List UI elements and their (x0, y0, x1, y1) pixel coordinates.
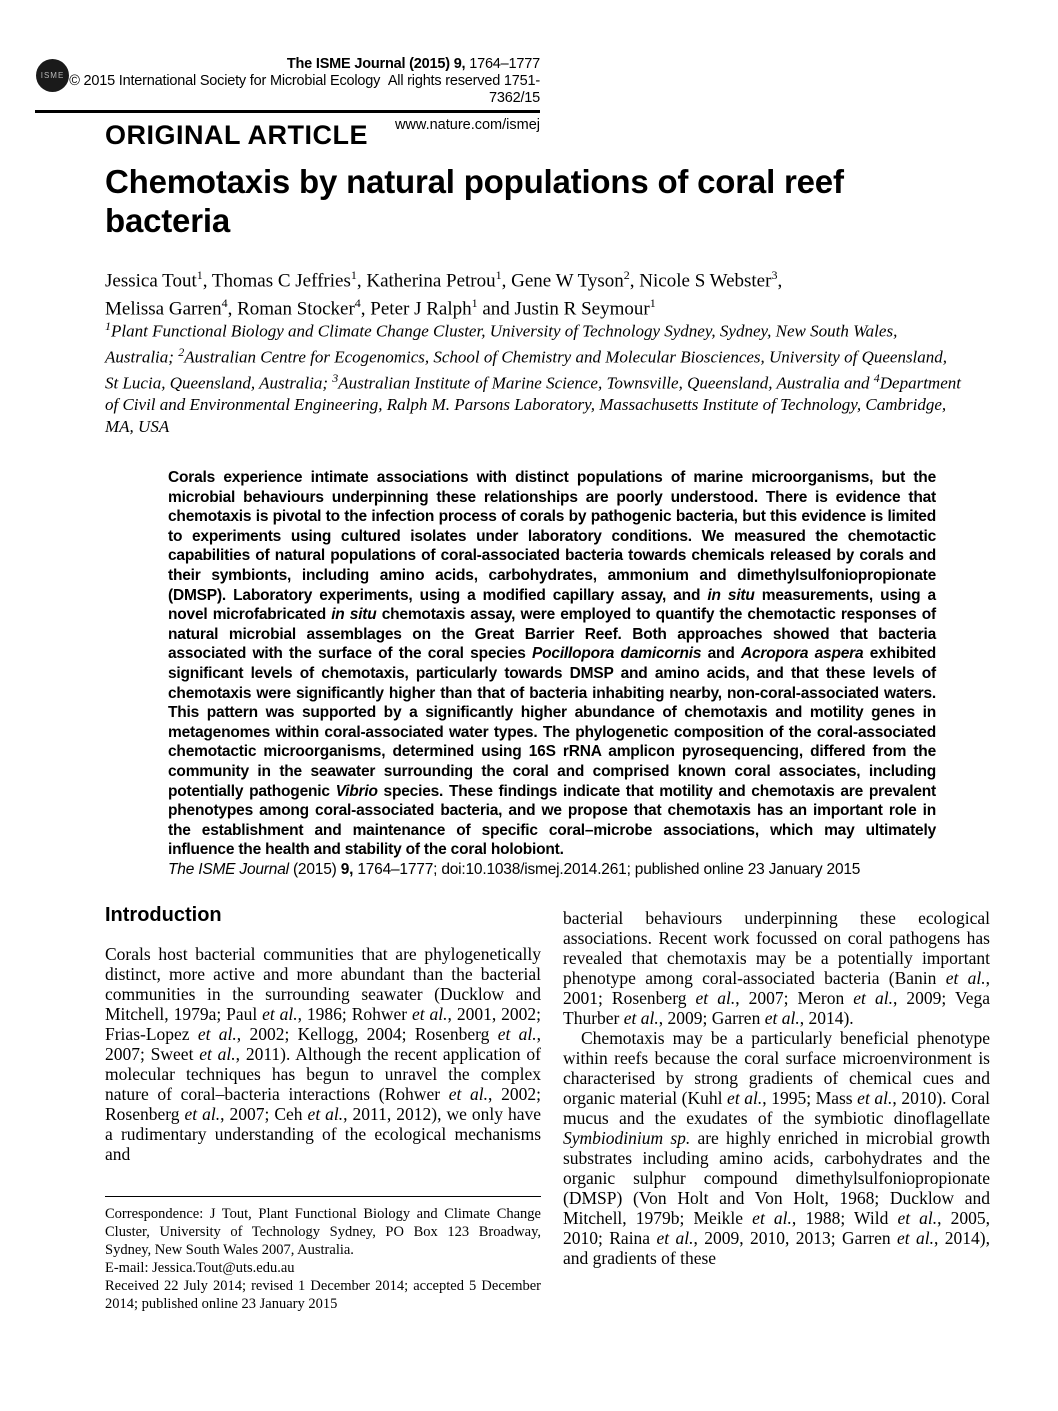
received-dates: Received 22 July 2014; revised 1 December 2014; accepted 5 December 2014; published online 23 January 2015 (105, 1278, 541, 1312)
email-label: E-mail: (105, 1260, 153, 1276)
intro-paragraph: Chemotaxis may be a particularly beneficial phenotype within reefs because the coral surface microenvironment is characterised by strong gradients of chemical cues and organic material (Kuhl et al., 1995; Mass et al., 2010). Coral mucus and the exudates of the symbiotic dinoflagellate Symbiodinium sp. are highly enriched in microbial growth substrates including amino acids, carbohydrates and the organic sulphur compound dimethylsulfoniopropionate (DMSP) (Von Holt and Von Holt, 1968; Ducklow and Mitchell, 1979b; Meikle et al., 1988; Wild et al., 2005, 2010; Raina et al., 2009, 2010, 2013; Garren et al., 2014), and gradients of these (563, 1028, 991, 1268)
journal-copyright: © 2015 International Society for Microbial Ecology All rights reserved 1751-7362/15 (69, 73, 540, 106)
header-rule (35, 110, 540, 113)
email-line (105, 1259, 541, 1277)
journal-citation: The ISME Journal (2015) 9, 1764–1777 (286, 56, 540, 72)
intro-paragraph: Corals host bacterial communities that are phylogenetically distinct, more active and more abundant than the bacterial communities in the surrounding seawater (Ducklow and Mitchell, 1979a; Paul et al., 1986; Rohwer et al., 2001, 2002; Frias-Lopez et al., 2002; Kellogg, 2004; Rosenberg et al., 2007; Sweet et al., 2011). Although the recent application of molecular techniques has begun to unravel the complex nature of coral–bacteria interactions (Rohwer et al., 2002; Rosenberg et al., 2007; Ceh et al., 2011, 2012), we only have a rudimentary understanding of the ecological mechanisms and (105, 944, 541, 1164)
intro-column-right (563, 908, 990, 1268)
article-title: Chemotaxis by natural populations of coral reef bacteria (105, 163, 844, 239)
affiliations: $^1$Plant Functional Biology and Climate Change Cluster, University of Technology Sydney, Sydney, New South Wales, Australia; $^2$Australian Centre for Ecogenomics, School of Chemistry and Molecular Biosciences, University of Queensland, St Lucia, Queensland, Australia; $^3$Australian Institute of Marine Science, Townsville, Queensland, Australia and $^4$Department of Civil and Environmental Engineering, Ralph M. Parsons Laboratory, Massachusetts Institute of Technology, Cambridge, MA, USA (105, 319, 961, 436)
article-type-kicker: ORIGINAL ARTICLE (105, 120, 368, 150)
intro-paragraph: bacterial behaviours underpinning these ecological associations. Recent work focussed on coral pathogens has revealed that chemotaxis may be a potentially important phenotype among coral-associated bacteria (Banin et al., 2001; Rosenberg et al., 2007; Meron et al., 2009; Vega Thurber et al., 2009; Garren et al., 2014). (563, 908, 990, 1028)
correspondence-footnote (105, 1196, 541, 1313)
abstract-citation: The ISME Journal (2015) 9, 1764–1777; doi:10.1038/ismej.2014.261; published online 23 January 2015 (168, 860, 861, 878)
correspondence-note: Correspondence: J Tout, Plant Functional Biology and Climate Change Cluster, University of Technology Sydney, PO Box 123 Broadway, Sydney, New South Wales 2007, Australia. (105, 1206, 541, 1258)
author-list: Jessica Tout$^1$, Thomas C Jeffries$^1$, Katherina Petrou$^1$, Gene W Tyson$^2$, Nicole S Webster$^3$, Melissa Garren$^4$, Roman Stocker$^4$, Peter J Ralph$^1$ and Justin R Seymour$^1$ (105, 268, 783, 320)
abstract (168, 468, 936, 879)
intro-column-left (105, 944, 541, 1164)
email-link[interactable]: Jessica.Tout@uts.edu.au (152, 1260, 295, 1276)
journal-url[interactable]: www.nature.com/ismej (394, 117, 540, 133)
isme-logo-text: ISME (40, 71, 65, 80)
journal-citation-block (35, 56, 540, 107)
introduction-heading: Introduction (105, 904, 222, 926)
abstract-body: Corals experience intimate associations with distinct populations of marine microorganisms, but the microbial behaviours underpinning these relationships are poorly understood. There is evidence that chemotaxis is pivotal to the infection process of corals by pathogenic bacteria, but this evidence is limited to experiments using cultured isolates under laboratory conditions. We measured the chemotactic capabilities of natural populations of coral-associated bacteria towards chemicals released by corals and their symbionts, including amino acids, carbohydrates, ammonium and dimethylsulfoniopropionate (DMSP). Laboratory experiments, using a modified capillary assay, and in situ measurements, using a novel microfabricated in situ chemotaxis assay, were employed to quantify the chemotactic responses of natural microbial assemblages on the Great Barrier Reef. Both approaches showed that bacteria associated with the surface of the coral species Pocillopora damicornis and Acropora aspera exhibited significant levels of chemotaxis, particularly towards DMSP and amino acids, and that these levels of chemotaxis were significantly higher than that of bacteria inhabiting nearby, non-coral-associated waters. This pattern was supported by a significantly higher abundance of chemotaxis and motility genes in metagenomes within coral-associated water types. The phylogenetic composition of the coral-associated chemotactic microorganisms, determined using 16S rRNA amplicon pyrosequencing, differed from the community in the seawater surrounding the coral and comprised known coral associates, including potentially pathogenic Vibrio species. These findings indicate that motility and chemotaxis are prevalent phenotypes among coral-associated bacteria, and we propose that chemotaxis has an important role in the establishment and maintenance of specific coral–microbe associations, which may ultimately influence the health and stability of the coral holobiont. (168, 469, 937, 859)
isme-logo-icon (36, 59, 69, 92)
